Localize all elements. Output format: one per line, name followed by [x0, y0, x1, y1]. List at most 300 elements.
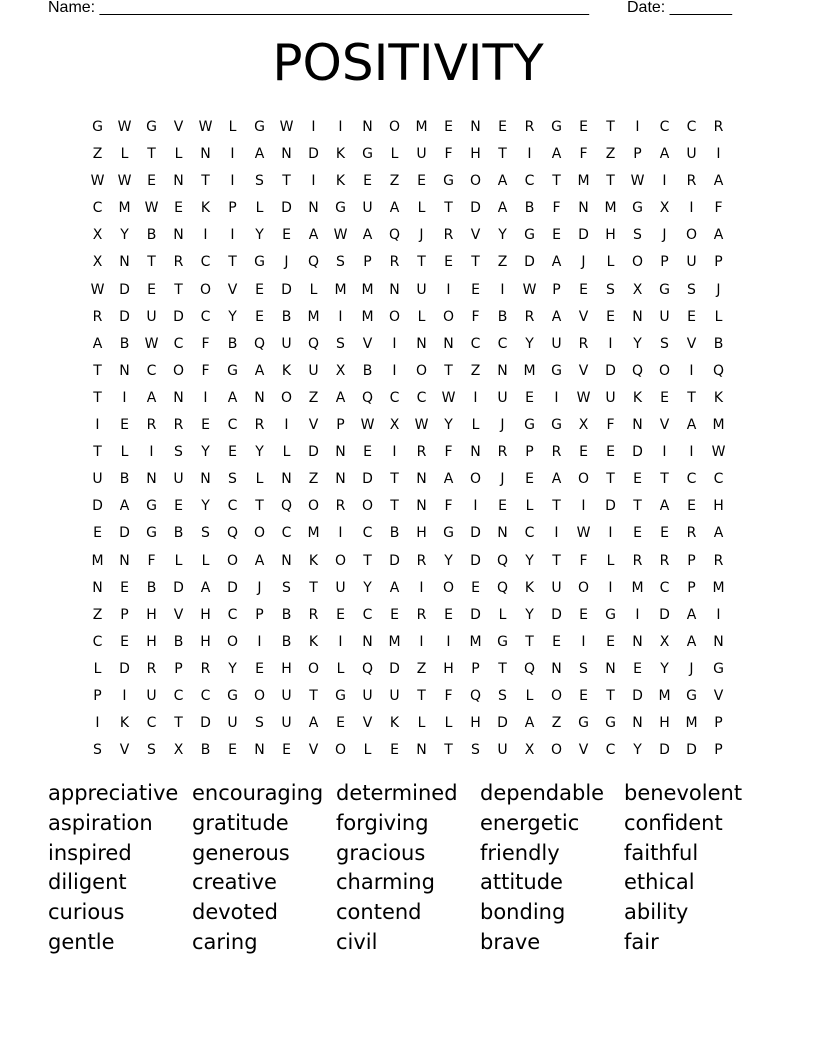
grid-letter[interactable]: O: [199, 281, 212, 298]
grid-letter[interactable]: G: [254, 119, 265, 135]
grid-letter[interactable]: T: [552, 498, 561, 515]
grid-letter[interactable]: B: [281, 606, 292, 623]
grid-letter[interactable]: N: [416, 335, 427, 352]
grid-letter[interactable]: L: [417, 308, 426, 325]
grid-letter[interactable]: D: [281, 200, 292, 217]
grid-letter[interactable]: S: [579, 660, 588, 677]
grid-letter[interactable]: B: [281, 308, 292, 325]
grid-letter[interactable]: P: [714, 715, 723, 732]
grid-letter[interactable]: C: [713, 471, 724, 488]
grid-letter[interactable]: N: [389, 281, 400, 298]
grid-letter[interactable]: A: [254, 146, 265, 163]
grid-letter[interactable]: G: [227, 362, 238, 379]
grid-letter[interactable]: Q: [307, 254, 320, 271]
grid-letter[interactable]: T: [417, 254, 426, 271]
grid-letter[interactable]: V: [173, 606, 184, 623]
grid-letter[interactable]: D: [605, 498, 616, 515]
grid-letter[interactable]: E: [579, 444, 588, 461]
grid-letter[interactable]: N: [362, 119, 373, 135]
grid-letter[interactable]: J: [284, 254, 289, 271]
grid-letter[interactable]: T: [687, 389, 696, 406]
grid-letter[interactable]: V: [578, 362, 589, 379]
grid-letter[interactable]: K: [308, 552, 319, 569]
grid-letter[interactable]: A: [92, 335, 103, 352]
grid-letter[interactable]: I: [689, 362, 694, 379]
grid-letter[interactable]: I: [608, 335, 613, 352]
grid-letter[interactable]: U: [551, 335, 562, 352]
grid-letter[interactable]: M: [361, 308, 374, 325]
grid-letter[interactable]: W: [144, 335, 159, 352]
grid-letter[interactable]: E: [147, 173, 156, 190]
grid-letter[interactable]: F: [444, 444, 453, 461]
grid-letter[interactable]: M: [361, 281, 374, 298]
grid-letter[interactable]: D: [119, 660, 130, 677]
grid-letter[interactable]: D: [659, 742, 670, 759]
grid-letter[interactable]: T: [309, 579, 318, 596]
grid-letter[interactable]: I: [581, 498, 586, 515]
grid-letter[interactable]: G: [551, 119, 562, 135]
name-field-label[interactable]: Name: _______________________________________________________: [48, 0, 589, 16]
grid-letter[interactable]: N: [173, 389, 184, 406]
grid-letter[interactable]: E: [552, 633, 561, 650]
grid-letter[interactable]: G: [551, 362, 562, 379]
grid-letter[interactable]: B: [713, 335, 724, 352]
grid-letter[interactable]: T: [363, 552, 372, 569]
grid-letter[interactable]: C: [200, 254, 211, 271]
grid-letter[interactable]: O: [550, 742, 563, 759]
grid-letter[interactable]: L: [120, 444, 129, 461]
grid-letter[interactable]: Q: [469, 687, 482, 704]
grid-letter[interactable]: I: [284, 417, 289, 434]
grid-letter[interactable]: G: [335, 200, 346, 217]
grid-letter[interactable]: U: [227, 715, 238, 732]
grid-letter[interactable]: O: [442, 308, 455, 325]
grid-letter[interactable]: V: [308, 417, 319, 434]
grid-letter[interactable]: P: [525, 444, 534, 461]
grid-letter[interactable]: Z: [92, 606, 103, 623]
grid-letter[interactable]: E: [120, 417, 129, 434]
grid-letter[interactable]: G: [497, 633, 508, 650]
grid-letter[interactable]: I: [230, 146, 235, 163]
grid-letter[interactable]: D: [119, 308, 130, 325]
grid-letter[interactable]: K: [119, 715, 130, 732]
grid-letter[interactable]: Q: [496, 552, 509, 569]
grid-letter[interactable]: S: [282, 579, 291, 596]
grid-letter[interactable]: R: [416, 444, 427, 461]
grid-letter[interactable]: F: [444, 687, 453, 704]
grid-letter[interactable]: Y: [525, 335, 534, 352]
grid-letter[interactable]: B: [281, 633, 292, 650]
grid-letter[interactable]: T: [471, 254, 480, 271]
grid-letter[interactable]: O: [307, 498, 320, 515]
grid-letter[interactable]: E: [633, 525, 642, 542]
grid-letter[interactable]: C: [92, 200, 103, 217]
grid-letter[interactable]: U: [173, 471, 184, 488]
grid-letter[interactable]: F: [606, 417, 615, 434]
grid-letter[interactable]: R: [173, 254, 184, 271]
grid-letter[interactable]: D: [362, 471, 373, 488]
grid-letter[interactable]: M: [577, 173, 590, 190]
grid-letter[interactable]: Q: [523, 660, 536, 677]
grid-letter[interactable]: N: [632, 417, 643, 434]
grid-letter[interactable]: E: [228, 444, 237, 461]
grid-letter[interactable]: L: [417, 200, 426, 217]
grid-letter[interactable]: O: [469, 173, 482, 190]
grid-letter[interactable]: N: [497, 362, 508, 379]
grid-letter[interactable]: N: [362, 633, 373, 650]
grid-letter[interactable]: X: [389, 417, 400, 434]
grid-letter[interactable]: G: [92, 119, 103, 135]
grid-letter[interactable]: R: [254, 417, 265, 434]
grid-letter[interactable]: N: [605, 660, 616, 677]
grid-letter[interactable]: Q: [253, 335, 266, 352]
grid-letter[interactable]: T: [444, 200, 453, 217]
grid-letter[interactable]: E: [147, 281, 156, 298]
grid-letter[interactable]: V: [362, 715, 373, 732]
grid-letter[interactable]: P: [687, 579, 696, 596]
grid-letter[interactable]: I: [257, 633, 262, 650]
grid-letter[interactable]: H: [200, 633, 211, 650]
grid-letter[interactable]: E: [579, 687, 588, 704]
grid-letter[interactable]: G: [551, 417, 562, 434]
grid-letter[interactable]: F: [444, 498, 453, 515]
grid-letter[interactable]: O: [334, 552, 347, 569]
grid-letter[interactable]: I: [338, 525, 343, 542]
grid-letter[interactable]: C: [146, 362, 157, 379]
grid-letter[interactable]: E: [579, 119, 588, 135]
grid-letter[interactable]: L: [525, 498, 534, 515]
grid-letter[interactable]: I: [662, 173, 667, 190]
grid-letter[interactable]: K: [389, 715, 400, 732]
grid-letter[interactable]: O: [658, 362, 671, 379]
grid-letter[interactable]: U: [362, 687, 373, 704]
grid-letter[interactable]: C: [200, 308, 211, 325]
grid-letter[interactable]: H: [281, 660, 292, 677]
grid-letter[interactable]: M: [334, 281, 347, 298]
grid-letter[interactable]: L: [417, 715, 426, 732]
grid-letter[interactable]: G: [254, 254, 265, 271]
grid-letter[interactable]: P: [714, 254, 723, 271]
grid-letter[interactable]: I: [662, 444, 667, 461]
grid-letter[interactable]: G: [335, 687, 346, 704]
grid-letter[interactable]: D: [173, 308, 184, 325]
grid-letter[interactable]: T: [552, 173, 561, 190]
grid-letter[interactable]: K: [308, 633, 319, 650]
grid-letter[interactable]: Q: [631, 362, 644, 379]
grid-letter[interactable]: I: [446, 281, 451, 298]
grid-letter[interactable]: C: [362, 525, 373, 542]
grid-letter[interactable]: E: [471, 281, 480, 298]
grid-letter[interactable]: Z: [308, 471, 319, 488]
grid-letter[interactable]: Y: [228, 660, 237, 677]
grid-letter[interactable]: X: [173, 742, 184, 759]
grid-letter[interactable]: I: [689, 200, 694, 217]
grid-letter[interactable]: P: [336, 417, 345, 434]
grid-letter[interactable]: E: [471, 579, 480, 596]
grid-letter[interactable]: A: [686, 417, 697, 434]
grid-letter[interactable]: D: [281, 281, 292, 298]
grid-letter[interactable]: D: [632, 687, 643, 704]
grid-letter[interactable]: W: [90, 281, 105, 298]
grid-letter[interactable]: I: [122, 389, 127, 406]
grid-letter[interactable]: I: [122, 687, 127, 704]
grid-letter[interactable]: V: [470, 227, 481, 244]
grid-letter[interactable]: E: [174, 200, 183, 217]
grid-letter[interactable]: H: [416, 525, 427, 542]
grid-letter[interactable]: U: [92, 471, 103, 488]
grid-letter[interactable]: T: [552, 552, 561, 569]
grid-letter[interactable]: L: [309, 281, 318, 298]
grid-letter[interactable]: B: [173, 633, 184, 650]
grid-letter[interactable]: E: [606, 308, 615, 325]
grid-letter[interactable]: N: [119, 362, 130, 379]
grid-letter[interactable]: G: [605, 715, 616, 732]
grid-letter[interactable]: I: [392, 362, 397, 379]
grid-letter[interactable]: C: [173, 687, 184, 704]
grid-letter[interactable]: F: [714, 200, 723, 217]
grid-letter[interactable]: A: [254, 552, 265, 569]
grid-letter[interactable]: B: [497, 308, 508, 325]
grid-letter[interactable]: C: [227, 417, 238, 434]
grid-letter[interactable]: E: [552, 227, 561, 244]
grid-letter[interactable]: D: [119, 525, 130, 542]
grid-letter[interactable]: I: [554, 525, 559, 542]
grid-letter[interactable]: E: [606, 633, 615, 650]
grid-letter[interactable]: Y: [255, 227, 264, 244]
grid-letter[interactable]: G: [713, 660, 724, 677]
grid-letter[interactable]: A: [659, 146, 670, 163]
grid-letter[interactable]: X: [578, 417, 589, 434]
grid-letter[interactable]: C: [605, 742, 616, 759]
grid-letter[interactable]: Z: [389, 173, 400, 190]
grid-letter[interactable]: E: [363, 173, 372, 190]
grid-letter[interactable]: E: [336, 715, 345, 732]
grid-letter[interactable]: U: [416, 281, 427, 298]
grid-letter[interactable]: V: [659, 417, 670, 434]
grid-letter[interactable]: W: [117, 119, 132, 135]
grid-letter[interactable]: N: [254, 389, 265, 406]
grid-letter[interactable]: Q: [280, 498, 293, 515]
grid-letter[interactable]: G: [686, 687, 697, 704]
grid-letter[interactable]: L: [228, 119, 237, 135]
grid-letter[interactable]: C: [200, 687, 211, 704]
grid-letter[interactable]: U: [686, 146, 697, 163]
grid-letter[interactable]: L: [174, 552, 183, 569]
grid-letter[interactable]: E: [444, 254, 453, 271]
grid-letter[interactable]: A: [308, 227, 319, 244]
grid-letter[interactable]: I: [473, 389, 478, 406]
grid-letter[interactable]: W: [333, 227, 348, 244]
grid-letter[interactable]: D: [470, 525, 481, 542]
grid-letter[interactable]: P: [552, 281, 561, 298]
grid-letter[interactable]: T: [444, 362, 453, 379]
grid-letter[interactable]: R: [200, 660, 211, 677]
grid-letter[interactable]: Y: [660, 660, 669, 677]
grid-letter[interactable]: L: [201, 552, 210, 569]
grid-letter[interactable]: R: [335, 498, 346, 515]
grid-letter[interactable]: T: [390, 471, 399, 488]
grid-letter[interactable]: A: [335, 389, 346, 406]
grid-letter[interactable]: G: [146, 119, 157, 135]
grid-letter[interactable]: T: [606, 471, 615, 488]
grid-letter[interactable]: C: [362, 606, 373, 623]
grid-letter[interactable]: E: [633, 660, 642, 677]
grid-letter[interactable]: T: [147, 254, 156, 271]
grid-letter[interactable]: U: [497, 742, 508, 759]
grid-letter[interactable]: Z: [92, 146, 103, 163]
grid-letter[interactable]: P: [471, 660, 480, 677]
grid-letter[interactable]: G: [524, 417, 535, 434]
grid-letter[interactable]: U: [686, 254, 697, 271]
grid-letter[interactable]: K: [524, 579, 535, 596]
grid-letter[interactable]: Y: [255, 444, 264, 461]
grid-letter[interactable]: E: [606, 444, 615, 461]
grid-letter[interactable]: W: [198, 119, 213, 135]
grid-letter[interactable]: R: [146, 417, 157, 434]
grid-letter[interactable]: I: [716, 606, 721, 623]
grid-letter[interactable]: K: [281, 362, 292, 379]
grid-letter[interactable]: M: [523, 362, 536, 379]
grid-letter[interactable]: I: [311, 173, 316, 190]
grid-letter[interactable]: A: [119, 498, 130, 515]
grid-letter[interactable]: R: [632, 552, 643, 569]
grid-letter[interactable]: C: [389, 389, 400, 406]
grid-letter[interactable]: W: [279, 119, 294, 135]
grid-letter[interactable]: E: [363, 444, 372, 461]
grid-letter[interactable]: E: [282, 742, 291, 759]
grid-letter[interactable]: X: [92, 254, 103, 271]
grid-letter[interactable]: Y: [444, 552, 453, 569]
grid-letter[interactable]: D: [605, 362, 616, 379]
grid-letter[interactable]: E: [201, 417, 210, 434]
grid-letter[interactable]: W: [144, 200, 159, 217]
grid-letter[interactable]: N: [146, 471, 157, 488]
grid-letter[interactable]: B: [524, 200, 535, 217]
grid-letter[interactable]: R: [524, 308, 535, 325]
grid-letter[interactable]: T: [309, 687, 318, 704]
grid-letter[interactable]: H: [713, 498, 724, 515]
grid-letter[interactable]: O: [388, 119, 401, 135]
grid-letter[interactable]: E: [579, 606, 588, 623]
grid-letter[interactable]: L: [525, 687, 534, 704]
grid-letter[interactable]: T: [282, 173, 291, 190]
grid-letter[interactable]: A: [146, 389, 157, 406]
grid-letter[interactable]: E: [120, 633, 129, 650]
grid-letter[interactable]: H: [659, 715, 670, 732]
grid-letter[interactable]: C: [524, 525, 535, 542]
grid-letter[interactable]: I: [635, 606, 640, 623]
grid-letter[interactable]: N: [632, 633, 643, 650]
grid-letter[interactable]: E: [633, 471, 642, 488]
grid-letter[interactable]: W: [90, 173, 105, 190]
grid-letter[interactable]: L: [174, 146, 183, 163]
grid-letter[interactable]: O: [415, 362, 428, 379]
grid-letter[interactable]: Y: [228, 308, 237, 325]
grid-letter[interactable]: P: [687, 552, 696, 569]
grid-letter[interactable]: H: [605, 227, 616, 244]
grid-letter[interactable]: E: [498, 119, 507, 135]
grid-letter[interactable]: D: [92, 498, 103, 515]
grid-letter[interactable]: G: [443, 525, 454, 542]
grid-letter[interactable]: U: [281, 335, 292, 352]
grid-letter[interactable]: J: [716, 281, 721, 298]
grid-letter[interactable]: C: [470, 335, 481, 352]
grid-letter[interactable]: R: [578, 335, 589, 352]
grid-letter[interactable]: R: [524, 119, 535, 135]
grid-letter[interactable]: I: [689, 444, 694, 461]
grid-letter[interactable]: R: [416, 552, 427, 569]
grid-letter[interactable]: N: [632, 308, 643, 325]
grid-letter[interactable]: A: [389, 200, 400, 217]
grid-letter[interactable]: G: [524, 227, 535, 244]
grid-letter[interactable]: P: [120, 606, 129, 623]
grid-letter[interactable]: O: [172, 362, 185, 379]
grid-letter[interactable]: B: [119, 471, 130, 488]
grid-letter[interactable]: E: [120, 579, 129, 596]
grid-letter[interactable]: I: [338, 633, 343, 650]
grid-letter[interactable]: A: [551, 254, 562, 271]
grid-letter[interactable]: G: [578, 715, 589, 732]
grid-letter[interactable]: D: [497, 715, 508, 732]
grid-letter[interactable]: B: [146, 227, 157, 244]
grid-letter[interactable]: D: [389, 552, 400, 569]
grid-letter[interactable]: N: [119, 254, 130, 271]
grid-letter[interactable]: D: [389, 660, 400, 677]
grid-letter[interactable]: E: [255, 308, 264, 325]
grid-letter[interactable]: I: [608, 579, 613, 596]
grid-letter[interactable]: J: [257, 579, 262, 596]
grid-letter[interactable]: W: [441, 389, 456, 406]
grid-letter[interactable]: T: [93, 389, 102, 406]
grid-letter[interactable]: O: [469, 471, 482, 488]
grid-letter[interactable]: E: [255, 281, 264, 298]
grid-letter[interactable]: Q: [307, 335, 320, 352]
grid-letter[interactable]: O: [334, 742, 347, 759]
grid-letter[interactable]: N: [200, 471, 211, 488]
grid-letter[interactable]: N: [281, 146, 292, 163]
grid-letter[interactable]: U: [551, 579, 562, 596]
grid-letter[interactable]: N: [335, 444, 346, 461]
grid-letter[interactable]: N: [92, 579, 103, 596]
grid-letter[interactable]: T: [93, 362, 102, 379]
grid-letter[interactable]: H: [146, 606, 157, 623]
grid-letter[interactable]: D: [470, 606, 481, 623]
grid-letter[interactable]: J: [662, 227, 667, 244]
grid-letter[interactable]: N: [119, 552, 130, 569]
grid-letter[interactable]: R: [713, 119, 724, 135]
grid-letter[interactable]: E: [390, 606, 399, 623]
grid-letter[interactable]: W: [117, 173, 132, 190]
grid-letter[interactable]: N: [713, 633, 724, 650]
grid-letter[interactable]: C: [497, 335, 508, 352]
grid-letter[interactable]: N: [200, 146, 211, 163]
grid-letter[interactable]: M: [604, 200, 617, 217]
grid-letter[interactable]: L: [255, 200, 264, 217]
grid-letter[interactable]: H: [470, 715, 481, 732]
grid-letter[interactable]: V: [173, 119, 184, 135]
grid-letter[interactable]: Z: [416, 660, 427, 677]
grid-letter[interactable]: D: [470, 552, 481, 569]
grid-letter[interactable]: J: [419, 227, 424, 244]
grid-letter[interactable]: S: [147, 742, 156, 759]
grid-letter[interactable]: O: [361, 498, 374, 515]
grid-letter[interactable]: M: [685, 715, 698, 732]
grid-letter[interactable]: E: [525, 471, 534, 488]
grid-letter[interactable]: Z: [308, 389, 319, 406]
grid-letter[interactable]: N: [470, 119, 481, 135]
grid-letter[interactable]: L: [471, 417, 480, 434]
grid-letter[interactable]: S: [336, 254, 345, 271]
